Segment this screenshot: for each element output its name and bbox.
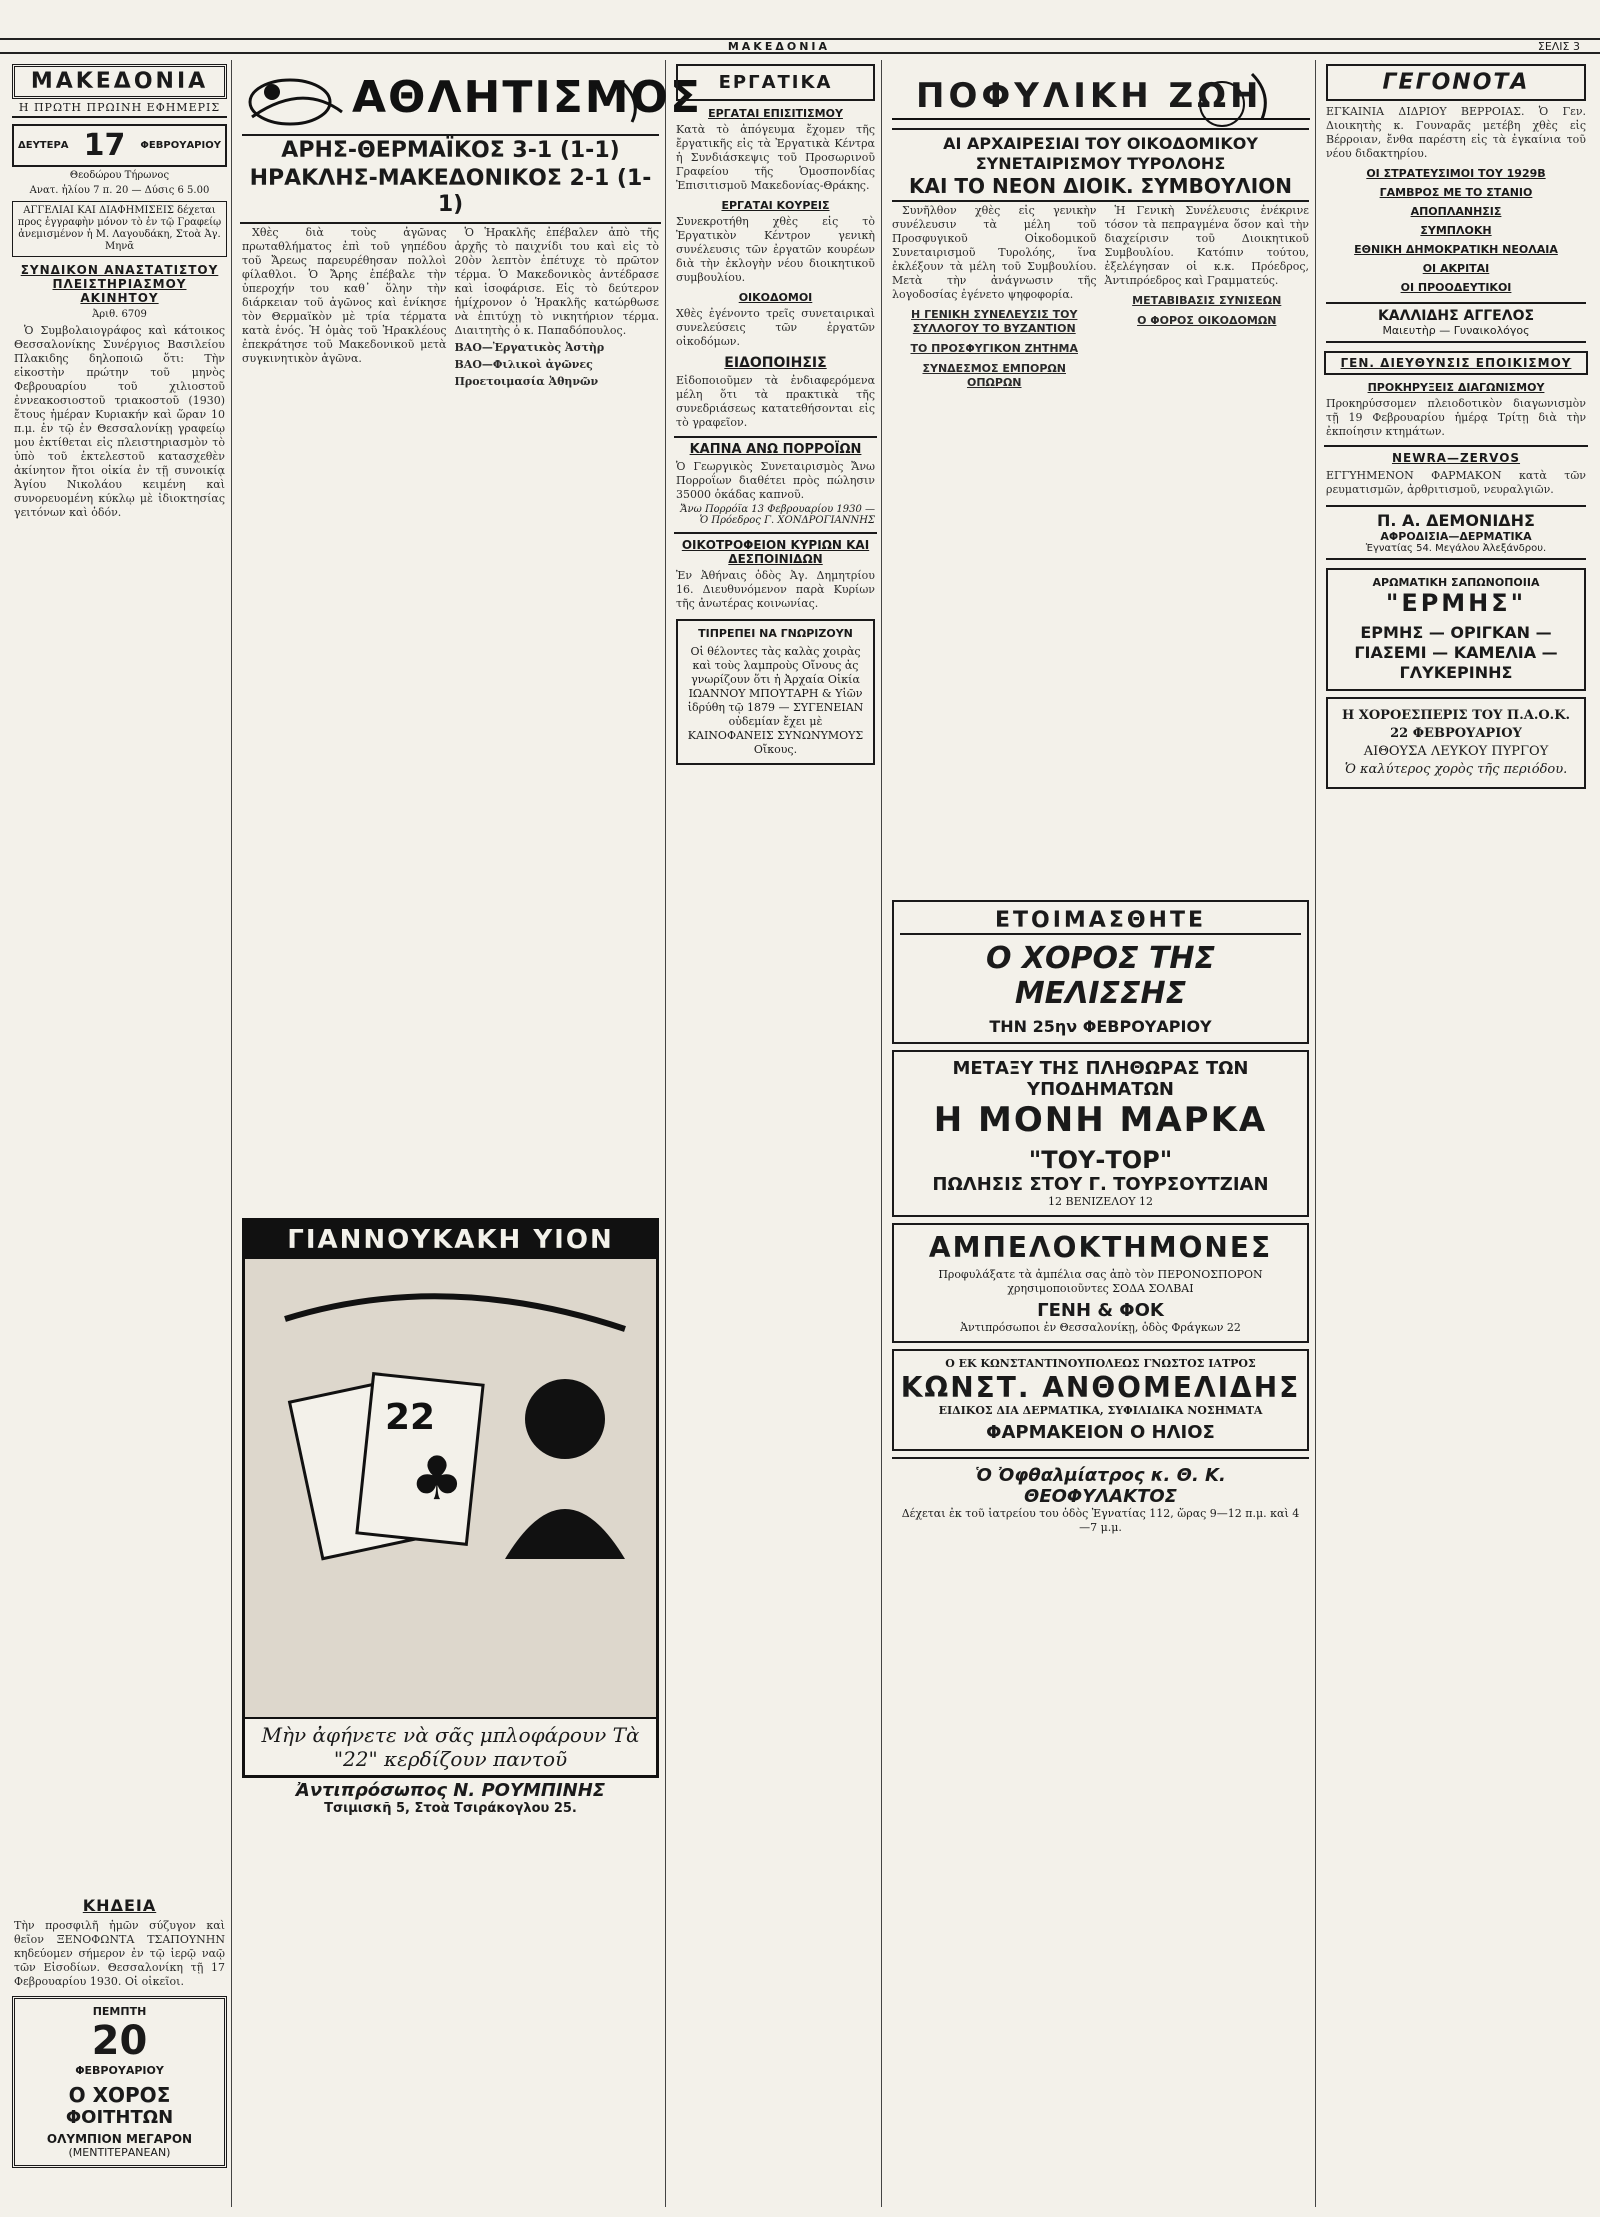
sports-right-column: [455, 226, 660, 1236]
labor-sub-6: ΟΙΚΟΤΡΟΦΕΙΟΝ ΚΥΡΙΩΝ ΚΑΙ ΔΕΣΠΟΙΝΙΔΩΝ: [674, 532, 877, 566]
ermis-soap-ad: [1326, 568, 1586, 691]
demonidis-name: Π. Α. ΔΕΜΟΝΙΔΗΣ: [1377, 511, 1535, 530]
events-sub-5: ΕΘΝΙΚΗ ΔΗΜΟΚΡΑΤΙΚΗ ΝΕΟΛΑΙΑ: [1354, 243, 1558, 256]
wine-notice-box: [676, 619, 875, 765]
deaths-title: ΚΗΔΕΙΑ: [82, 1896, 157, 1915]
shoe-ad-line-5: 12 ΒΕΝΙΖΕΛΟΥ 12: [1048, 1195, 1153, 1208]
housing-left-paragraph: Συνῆλθον χθὲς εἰς γενικὴν συνέλευσιν τὰ μέλη τοῦ Προσφυγικοῦ Οἰκοδομικοῦ Συνεταιρισμοῦ Τυρολόης, ἵνα ἐκλέξουν τὰ μέλη τοῦ Συμβουλίου. Μετὰ τὴν ἀνάγνωσιν τῆς λογοδοσίας ἐγένετο ψηφοφορία.: [892, 204, 1097, 301]
doctor-ad-specialty: ΕΙΔΙΚΟΣ ΔΙΑ ΔΕΡΜΑΤΙΚΑ, ΣΥΦΙΛΙΔΙΚΑ ΝΟΣΗΜΑΤΑ: [938, 1404, 1263, 1417]
melissa-dance-ad: [892, 900, 1309, 1044]
masthead-name: ΜΑΚΕΔΟΝΙΑ: [12, 64, 227, 99]
labor-signature: Ἄνω Πορρόϊα 13 Φεβρουαρίου 1930 — Ὁ Πρόεδρος Γ. ΧΟΝΔΡΟΓΙΑΝΝΗΣ: [680, 504, 875, 526]
date-day: ΔΕΥΤΕΡΑ: [18, 140, 69, 151]
gynecologist-role: Μαιευτὴρ — Γυναικολόγος: [1382, 324, 1530, 337]
deaths-text: Τὴν προσφιλῆ ἡμῶν σύζυγον καὶ θεῖον ΞΕΝΟΦΩΝΤΑ ΤΣΑΠΟΥΝΗΝ κηδεύομεν σήμερον ἐν τῷ ἱερῷ ναῷ τῶν Εἰσοδίων. Θεσσαλονίκη τῇ 17 Φεβρουαρίου 1930. Οἱ οἰκεῖοι.: [14, 1919, 225, 1988]
labor-sub-5: ΚΑΠΝΑ ΑΝΩ ΠΟΡΡΟΪΩΝ: [674, 436, 877, 457]
shoe-ad-line-3: "ΤΟΥ-ΤΟΡ": [1028, 1146, 1173, 1174]
doctor-ad-pharmacy: ΦΑΡΜΑΚΕΙΟΝ Ο ΗΛΙΟΣ: [986, 1422, 1215, 1443]
labor-section-title: ΕΡΓΑΤΙΚΑ: [676, 64, 875, 101]
events-sub-2: ΓΑΜΒΡΟΣ ΜΕ ΤΟ ΣΤΑΝΙΟ: [1379, 186, 1533, 199]
dance1-group: ΦΟΙΤΗΤΩΝ: [65, 2107, 174, 2128]
page-header-rule: [0, 38, 1600, 54]
sports-right-paragraph: Ὁ Ἡρακλῆς ἐπέβαλεν ἀπὸ τῆς ἀρχῆς τὸ παιχνίδι του καὶ εἰς τὸ 20ὸν λεπτὸν ἐπέτυχε τὸ πρῶτον τέρμα. Ὁ Μακεδονικὸς ἀντέδρασε καὶ ἰσοφάρισε. Εἰς τὸ δεύτερον ἡμίχρονον ὁ Ἡρακλῆς κατώρθωσε νὰ ἐπιτύχῃ τὸ νικητήριον τέρμα. Διαιτητὴς ὁ κ. Παπαδόπουλος.: [454, 226, 659, 337]
housing-sub-5: ΣΥΝΔΕΣΜΟΣ ΕΜΠΟΡΩΝ ΟΠΩΡΩΝ: [922, 362, 1066, 389]
housing-left-column: [892, 204, 1097, 894]
labor-text-5: Ὁ Γεωργικὸς Συνεταιρισμὸς Ἄνω Πορροΐων διαθέτει πρὸς πώλησιν 35000 ὀκάδας καπνοῦ.: [676, 460, 875, 501]
vineyard-ad: [892, 1223, 1309, 1343]
dateline: [12, 124, 227, 167]
melissa-ad-line-3: ΤΗΝ 25ην ΦΕΒΡΟΥΑΡΙΟΥ: [989, 1017, 1212, 1036]
events-sub-1: ΟΙ ΣΤΡΑΤΕΥΣΙΜΟΙ ΤΟΥ 1929Β: [1366, 167, 1546, 180]
events-sub-7: ΟΙ ΠΡΟΟΔΕΥΤΙΚΟΙ: [1400, 281, 1512, 294]
column-1: [8, 60, 232, 2207]
labor-sub-4: ΕΙΔΟΠΟΙΗΣΙΣ: [724, 355, 827, 371]
housing-body: [886, 204, 1315, 894]
vineyard-ad-address: Ἀντιπρόσωποι ἐν Θεσσαλονίκῃ, ὁδὸς Φράγκων 22: [960, 1321, 1241, 1334]
cigarette-ad-title: ΓΙΑΝΝΟΥΚΑΚΗ ΥΙΟΝ: [245, 1221, 656, 1259]
settlement-notice-text: Προκηρύσσομεν πλειοδοτικὸν διαγωνισμὸν τῇ 19 Φεβρουαρίου ἡμέρᾳ Τρίτῃ διὰ τὴν ἐκποίησιν κτημάτων.: [1326, 397, 1586, 438]
sport-result-3: Προετοιμασία Ἀθηνῶν: [454, 375, 599, 388]
wine-notice-text: Οἱ θέλοντες τὰς καλὰς χοιρὰς καὶ τοὺς λαμπροὺς Οἴνους ἀς γνωρίζουν ὅτι ἡ Ἀρχαία Οἰκία ΙΩΑΝΝΟΥ ΜΠΟΥΤΑΡΗ & Υἱῶν ἱδρύθη τῷ 1879 — ΣΥΓΕΝΕΙΑΝ οὐδεμίαν ἔχει μὲ ΚΑΙΝΟΦΑΝΕΙΣ ΣΥΝΩΝΥΜΟΥΣ Οἴκους.: [687, 645, 864, 756]
vineyard-ad-company: ΓΕΝΗ & ΦΟΚ: [1037, 1300, 1164, 1321]
events-sub-6: ΟΙ ΑΚΡΙΤΑΙ: [1422, 262, 1490, 275]
gynecologist-ad: [1326, 302, 1586, 343]
vineyard-ad-title: ΑΜΠΕΛΟΚΤΗΜΟΝΕΣ: [928, 1231, 1273, 1264]
labor-text-1: Κατὰ τὸ ἀπόγευμα ἔχομεν τῆς ἔργατικῆς εἰς τὰ Ἐργατικὰ Κέντρα ἡ Συνδιάσκεψις τοῦ Προσωρινοῦ Γραφείου τῆς Ὁμοσπονδίας Ἐπισιτισμοῦ Μακεδονίας-Θράκης.: [676, 123, 875, 192]
cigarette-rep-name: Ἀντιπρόσωπος Ν. ΡΟΥΜΠΙΝΗΣ: [295, 1780, 606, 1801]
sports-body: [236, 226, 665, 1236]
cigarette-ad-tagline: Μὴν ἀφήνετε νὰ σᾶς μπλοφάρουν Τὰ "22" κερδίζουν παντοῦ: [245, 1717, 656, 1775]
paok-dance-venue: ΑΙΘΟΥΣΑ ΛΕΥΚΟΥ ΠΥΡΓΟΥ: [1363, 744, 1549, 759]
events-sub-4: ΣΥΜΠΛΟΚΗ: [1420, 224, 1492, 237]
ophthalmologist-name: Ὁ Ὀφθαλμίατρος κ. Θ. Κ. ΘΕΟΦΥΛΑΚΤΟΣ: [975, 1465, 1226, 1507]
cigarette-ad: [242, 1218, 659, 1778]
shoe-brand-ad: [892, 1050, 1309, 1217]
labor-text-2: Συνεκροτήθη χθὲς εἰς τὸ Ἐργατικὸν Κέντρον γενικὴ συνέλευσις τῶν ἐργατῶν κουρέων διὰ τὴν ἐκλογὴν νέου διοικητικοῦ συμβουλίου.: [676, 215, 875, 284]
doctor-ad-name: ΚΩΝΣΤ. ΑΝΘΟΜΕΛΙΔΗΣ: [900, 1371, 1301, 1404]
vineyard-ad-text: Προφυλάξατε τὰ ἀμπέλια σας ἀπὸ τὸν ΠΕΡΟΝΟΣΠΟΡΟΝ χρησιμοποιοῦντες ΣΟΔΑ ΣΟΛΒΑΙ: [938, 1268, 1263, 1295]
housing-right-paragraph: Ἡ Γενικὴ Συνέλευσις ἐνέκρινε τόσον τὰ πεπραγμένα ὅσον καὶ τὴν διαχείρισιν τοῦ Διοικητικοῦ Συμβουλίου. Κατόπιν τούτου, ἐξελέγησαν οἱ κ.κ. Πρόεδρος, Ἀντιπρόεδρος καὶ Γραμματεύς.: [1104, 204, 1309, 287]
gynecologist-name: ΚΑΛΛΙΔΗΣ ΑΓΓΕΛΟΣ: [1377, 308, 1535, 324]
housing-headline-1: ΑΙ ΑΡΧΑΙΡΕΣΙΑΙ ΤΟΥ ΟΙΚΟΔΟΜΙΚΟΥ ΣΥΝΕΤΑΙΡΙΣΜΟΥ ΤΥΡΟΛΟΗΣ: [943, 134, 1258, 173]
wine-notice-title: ΤΙΠΡΕΠΕΙ ΝΑ ΓΝΩΡΙΖΟΥΝ: [698, 627, 853, 640]
column-5: [1320, 60, 1592, 2207]
masthead-subtitle: Η ΠΡΩΤΗ ΠΡΩΙΝΗ ΕΦΗΜΕΡΙΣ: [12, 99, 227, 118]
labor-text-6: Ἐν Ἀθήναις ὁδὸς Ἀγ. Δημητρίου 16. Διευθυνόμενον παρὰ Κυρίων τῆς ἀνωτέρας κοινωνίας.: [676, 569, 875, 610]
sport-result-1: ΒΑΟ—Ἐργατικὸς Ἀστὴρ: [454, 341, 605, 354]
housing-headline-2: ΚΑΙ ΤΟ ΝΕΟΝ ΔΙΟΙΚ. ΣΥΜΒΟΥΛΙΟΝ: [892, 176, 1309, 202]
newra-title: NEWRA—ZERVOS: [1324, 445, 1588, 465]
labor-sub-2: ΕΡΓΑΤΑΙ ΚΟΥΡΕΙΣ: [721, 199, 830, 212]
dance1-number: 20: [91, 2018, 148, 2064]
svg-text:♣: ♣: [410, 1444, 464, 1514]
housing-sub-1: Η ΓΕΝΙΚΗ ΣΥΝΕΛΕΥΣΙΣ ΤΟΥ ΣΥΛΛΟΓΟΥ ΤΟ ΒΥΖΑΝΤΙΟΝ: [911, 308, 1078, 335]
ophthalmologist-address: Δέχεται ἐκ τοῦ ἰατρείου του ὁδὸς Ἐγνατίας 112, ὥρας 9—12 π.μ. καὶ 4—7 μ.μ.: [901, 1507, 1300, 1534]
column-3: [670, 60, 882, 2207]
dance1-title: Ο ΧΟΡΟΣ: [68, 2083, 171, 2107]
auction-body: [8, 324, 231, 2064]
cigarette-rep-address: Τσιμισκῆ 5, Στοὰ Τσιράκογλου 25.: [324, 1801, 577, 1816]
melissa-ad-line-1: ΕΤΟΙΜΑΣΘΗΤΕ: [900, 908, 1301, 935]
newra-text: ΕΓΓΥΗΜΕΝΟΝ ΦΑΡΜΑΚΟΝ κατὰ τῶν ρευματισμῶν, ἀρθριτισμοῦ, νευραλγιῶν.: [1326, 469, 1586, 496]
column-4: [886, 60, 1316, 2207]
labor-sub-3: ΟΙΚΟΔΟΜΟΙ: [738, 291, 813, 304]
header-page-number: ΣΕΛΙΣ 3: [1537, 39, 1580, 53]
masthead: [12, 64, 227, 118]
ophthalmologist-ad: [892, 1457, 1309, 1541]
sports-left-column: [242, 226, 447, 1236]
paok-dance-ad: [1326, 697, 1586, 789]
deaths-section: [8, 1890, 231, 1989]
auction-title: ΣΥΝΔΙΚΟΝ ΑΝΑΣΤΑΤΙΣΤΟΥ ΠΛΕΙΣΤΗΡΙΑΣΜΟΥ ΑΚΙΝΗΤΟΥ: [20, 263, 219, 305]
shoe-ad-line-1: ΜΕΤΑΞΥ ΤΗΣ ΠΛΗΘΩΡΑΣ ΤΩΝ ΥΠΟΔΗΜΑΤΩΝ: [952, 1058, 1249, 1100]
demonidis-role: ΑΦΡΟΔΙΣΙΑ—ΔΕΡΜΑΤΙΚΑ: [1380, 530, 1532, 543]
shoe-ad-line-2: Η ΜΟΝΗ ΜΑΡΚΑ: [933, 1100, 1268, 1140]
labor-text-4: Εἰδοποιοῦμεν τὰ ἐνδιαφερόμενα μέλη ὅτι τὰ πρακτικὰ τῆς συνεδριάσεως κατατεθήσονται εἰς τὸ γραφεῖον.: [676, 374, 875, 429]
playing-cards-icon: [245, 1259, 663, 1679]
melissa-ad-line-2: Ο ΧΟΡΟΣ ΤΗΣ ΜΕΛΙΣΣΗΣ: [985, 941, 1216, 1011]
doctor-ad-intro: Ο ΕΚ ΚΩΝΣΤΑΝΤΙΝΟΥΠΟΛΕΩΣ ΓΝΩΣΤΟΣ ΙΑΤΡΟΣ: [945, 1357, 1256, 1370]
events-sub-3: ΑΠΟΠΛΑΝΗΣΙΣ: [1410, 205, 1502, 218]
sport-result-2: ΒΑΟ—Φιλικοὶ ἀγῶνες: [454, 358, 593, 371]
paok-dance-note: Ὁ καλύτερος χορὸς τῆς περιόδου.: [1344, 762, 1568, 777]
cigarette-rep: [236, 1780, 665, 1816]
labor-sub-1: ΕΡΓΑΤΑΙ ΕΠΙΣΙΤΙΣΜΟΥ: [708, 107, 843, 120]
sports-banner-word: ΑΘΛΗΤΙΣΜΟΣ: [352, 72, 703, 123]
dance1-month: ΦΕΒΡΟΥΑΡΙΟΥ: [75, 2064, 164, 2077]
ermis-products: ΕΡΜΗΣ — ΟΡΙΓΚΑΝ — ΓΙΑΣΕΜΙ — ΚΑΜΕΛΙΑ — ΓΛΥΚΕΡΙΝΗΣ: [1354, 623, 1558, 682]
column-2: [236, 60, 703, 2207]
labor-text-3: Χθὲς ἐγένοντο τρεῖς συνεταιρικαὶ συνελεύσεις τῶν ἐργατῶν οἰκοδόμων.: [676, 307, 875, 348]
ermis-title-2: "ΕΡΜΗΣ": [1385, 589, 1527, 617]
svg-text:22: 22: [385, 1397, 436, 1438]
paok-dance-title: Η ΧΟΡΟΕΣΠΕΡΙΣ ΤΟΥ Π.Α.Ο.Κ.: [1341, 708, 1571, 723]
ad-notice: ΑΓΓΕΛΙΑΙ ΚΑΙ ΔΙΑΦΗΜΙΣΕΙΣ δέχεται προς ἐγγραφὴν μόνον τὸ ἐν τῷ Γραφείῳ ἀνεμισμένον ἡ Μ. Λαγουδάκη, Στοὰ Ἀγ. Μηνᾶ: [12, 201, 227, 257]
auction-paragraph: Ὁ Συμβολαιογράφος καὶ κάτοικος Θεσσαλονίκης Συνέργιος Βασιλείου Πλακιδης δηλοποιῶ ὅτι: Τὴν εἰκοστὴν πρώτην τοῦ μηνὸς Φεβρουαρίου τοῦ χιλιοστοῦ ἐννεακοσιοστοῦ τριακοστοῦ (1930) ἔτους ἡμέραν Κυριακήν καὶ ὥραν 10 π.μ. ἐν τῷ ἐν Θεσσαλονίκῃ γραφείῳ μου ἐκτίθεται εἰς πλειστηριασμὸν τὸ ὑπὸ τοῦ ἐκτελεστοῦ κατασχεθὲν ἀκίνητον ἤτοι οἰκία ἐν τῇ συνοικίᾳ Ἀγίου Νικολάου κειμένη καὶ συνορευομένη κύκλῳ μὲ ἰδιοκτησίας γειτόνων καὶ ὁδόν.: [14, 324, 225, 519]
housing-sub-2: ΤΟ ΠΡΟΣΦΥΓΙΚΟΝ ΖΗΤΗΜΑ: [910, 342, 1078, 355]
doctor-ad: [892, 1349, 1309, 1451]
refugee-life-banner: [892, 64, 1309, 130]
sun-times: Ανατ. ἡλίου 7 π. 20 — Δύσις 6 5.00: [29, 185, 210, 196]
settlement-notice-sub: ΠΡΟΚΗΡΥΞΕΙΣ ΔΙΑΓΩΝΙΣΜΟΥ: [1367, 381, 1545, 394]
demonidis-address: Ἐγνατίας 54. Μεγάλου Ἀλεξάνδρου.: [1365, 543, 1547, 554]
housing-sub-4: Ο ΦΟΡΟΣ ΟΙΚΟΔΟΜΩΝ: [1137, 314, 1277, 327]
dance1-venue-alt: (ΜΕΝΤΙΤΕΡΑΝΕΑΝ): [68, 2146, 171, 2159]
events-text-1: ΕΓΚΑΙΝΙΑ ΔΙΔΡΙΟΥ ΒΕΡΡΟΙΑΣ. Ὁ Γεν. Διοικητὴς κ. Γουναρᾶς μετέβη χθὲς εἰς Βέρροιαν, ἔνθα παρέστη εἰς τὰ ἐγκαίνια τοῦ νέου διδακτηρίου.: [1326, 105, 1586, 160]
saint-of-day: Θεοδώρου Τήρωνος: [69, 170, 170, 181]
dance1-day: ΠΕΜΠΤΗ: [92, 2005, 147, 2018]
housing-sub-3: ΜΕΤΑΒΙΒΑΣΙΣ ΣΥΝΙΣΕΩΝ: [1132, 294, 1282, 307]
demonidis-ad: [1326, 505, 1586, 560]
dance-box-1: [12, 1996, 227, 2168]
date-number: 17: [83, 128, 126, 163]
settlement-notice-title: ΓΕΝ. ΔΙΕΥΘΥΝΣΙΣ ΕΠΟΙΚΙΣΜΟΥ: [1324, 351, 1588, 375]
shoe-ad-line-4: ΠΩΛΗΣΙΣ ΣΤΟΥ Γ. ΤΟΥΡΣΟΥΤΖΙΑΝ: [932, 1174, 1269, 1195]
refugee-life-word: ΠΟΦΥΛΙΚΗ ΖΩΗ: [916, 76, 1263, 116]
sports-left-paragraph: Χθὲς διὰ τοὺς ἀγῶνας πρωταθλήματος ἐπὶ τοῦ γηπέδου τοῦ Ἄρεως παρευρέθησαν πολλοὶ φίλαθλοι. Ὁ Ἄρης ἐπέβαλε τὴν ὑπεροχήν του καθ᾿ ὅλην τὴν διάρκειαν τοῦ ἀγῶνος καὶ ἐνίκησε τὸν Θερμαϊκὸν μὲ τρία τέρματα κατὰ ἑνός. Ἡ ὁμὰς τοῦ Ἡρακλέους ἐπεκράτησε τοῦ Μακεδονικοῦ μετὰ συγκινητικὸν ἀγῶνα.: [242, 226, 447, 365]
header-paper-name: MAKEΔONIA: [727, 39, 831, 53]
sports-banner: [242, 62, 703, 136]
sports-headline-1: ΑΡΗΣ-ΘΕΡΜΑΪΚΟΣ 3-1 (1-1): [281, 138, 620, 163]
auction-ref: Ἀριθ. 6709: [92, 309, 147, 320]
sports-headline-2: ΗΡΑΚΛΗΣ-ΜΑΚΕΔΟΝΙΚΟΣ 2-1 (1-1): [240, 166, 661, 224]
date-month: ΦΕΒΡΟΥΑΡΙΟΥ: [140, 140, 221, 151]
events-section-title: ΓΕΓΟΝΟΤΑ: [1326, 64, 1586, 101]
paok-dance-date: 22 ΦΕΒΡΟΥΑΡΙΟΥ: [1390, 726, 1522, 741]
ermis-title-1: ΑΡΩΜΑΤΙΚΗ ΣΑΠΩΝΟΠΟΙΙΑ: [1372, 576, 1540, 589]
dance1-venue: ΟΛΥΜΠΙΟΝ ΜΕΓΑΡΟΝ: [46, 2132, 193, 2146]
housing-right-column: [1105, 204, 1310, 894]
